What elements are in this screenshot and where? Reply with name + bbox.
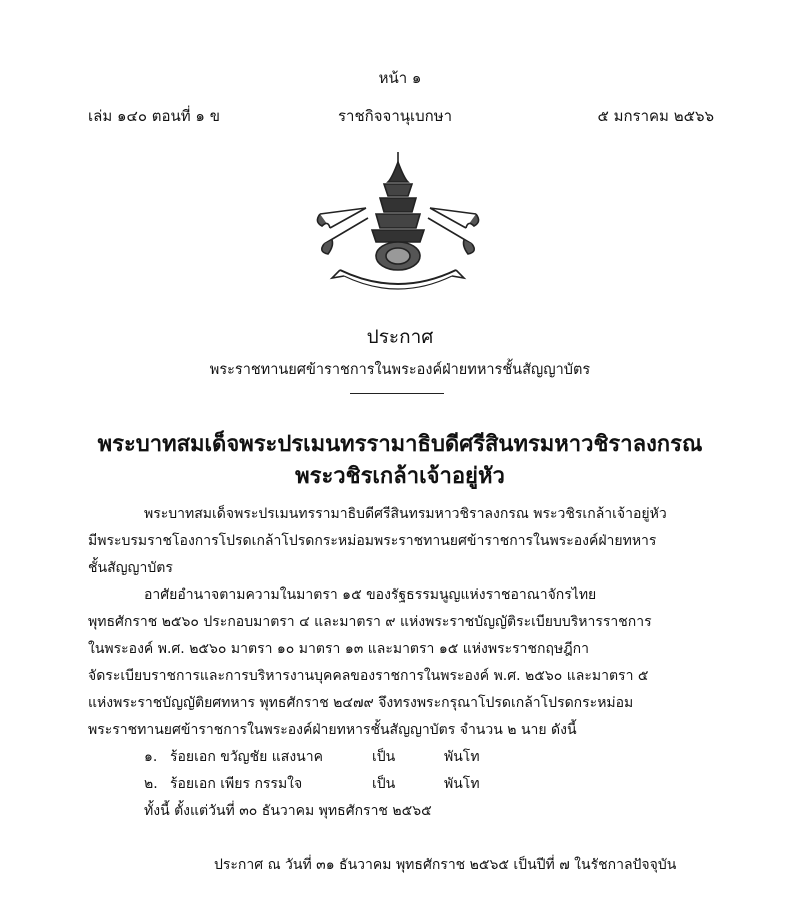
body-p2-line-3: ในพระองค์ พ.ศ. ๒๕๖๐ มาตรา ๑๐ มาตรา ๑๓ และมาตรา ๑๕ แห่งพระราชกฤษฎีกา (88, 641, 589, 657)
announcement-subtitle: พระราชทานยศข้าราชการในพระองค์ฝ่ายทหารชั้นสัญญาบัตร (209, 362, 591, 378)
king-title-line-1: พระบาทสมเด็จพระปรเมนทรรามาธิบดีศรีสินทรมหาวชิราลงกรณ (97, 432, 703, 457)
body-p1-line-1: พระบาทสมเด็จพระปรเมนทรรามาธิบดีศรีสินทรมหาวชิราลงกรณ พระวชิรเกล้าเจ้าอยู่หัว (144, 506, 667, 522)
title-divider (350, 393, 444, 394)
item-number: ๒. (144, 776, 158, 792)
item-rank: พันโท (444, 749, 480, 765)
body-p1-line-2: มีพระบรมราชโองการโปรดเกล้าโปรดกระหม่อมพระราชทานยศข้าราชการในพระองค์ฝ่ายทหาร (88, 533, 657, 549)
volume-issue: เล่ม ๑๔๐ ตอนที่ ๑ ข (88, 107, 220, 125)
item-name: ร้อยเอก เพียร กรรมใจ (170, 776, 303, 792)
item-rank: พันโท (444, 776, 480, 792)
item-name: ร้อยเอก ขวัญชัย แสงนาค (170, 749, 323, 765)
item-number: ๑. (144, 749, 158, 765)
item-be: เป็น (372, 749, 396, 765)
body-p2-line-5: แห่งพระราชบัญญัติยศทหาร พุทธศักราช ๒๔๗๙ จึงทรงพระกรุณาโปรดเกล้าโปรดกระหม่อม (88, 695, 634, 711)
body-p2-line-4: จัดระเบียบราชการและการบริหารงานบุคคลของราชการในพระองค์ พ.ศ. ๒๕๖๐ และมาตรา ๕ (88, 668, 649, 684)
king-title-line-2: พระวชิรเกล้าเจ้าอยู่หัว (295, 464, 505, 489)
body-p2-line-6: พระราชทานยศข้าราชการในพระองค์ฝ่ายทหารชั้นสัญญาบัตร จำนวน ๒ นาย ดังนี้ (88, 722, 577, 738)
page-number: หน้า ๑ (378, 69, 422, 87)
closing-line: ประกาศ ณ วันที่ ๓๑ ธันวาคม พุทธศักราช ๒๕๖๕ เป็นปีที่ ๗ ในรัชกาลปัจจุบัน (214, 857, 677, 873)
body-p2-line-1: อาศัยอำนาจตามความในมาตรา ๑๕ ของรัฐธรรมนูญแห่งราชอาณาจักรไทย (144, 587, 597, 603)
effective-date: ทั้งนี้ ตั้งแต่วันที่ ๓๐ ธันวาคม พุทธศักราช ๒๕๖๕ (144, 803, 432, 819)
gazette-name: ราชกิจจานุเบกษา (338, 107, 453, 125)
body-p1-line-3: ชั้นสัญญาบัตร (88, 560, 173, 576)
item-be: เป็น (372, 776, 396, 792)
body-p2-line-2: พุทธศักราช ๒๕๖๐ ประกอบมาตรา ๔ และมาตรา ๙ แห่งพระราชบัญญัติระเบียบบริหารราชการ (88, 614, 652, 630)
royal-emblem-icon (310, 148, 486, 298)
gazette-date: ๕ มกราคม ๒๕๖๖ (597, 107, 714, 125)
announcement-title: ประกาศ (366, 326, 434, 348)
